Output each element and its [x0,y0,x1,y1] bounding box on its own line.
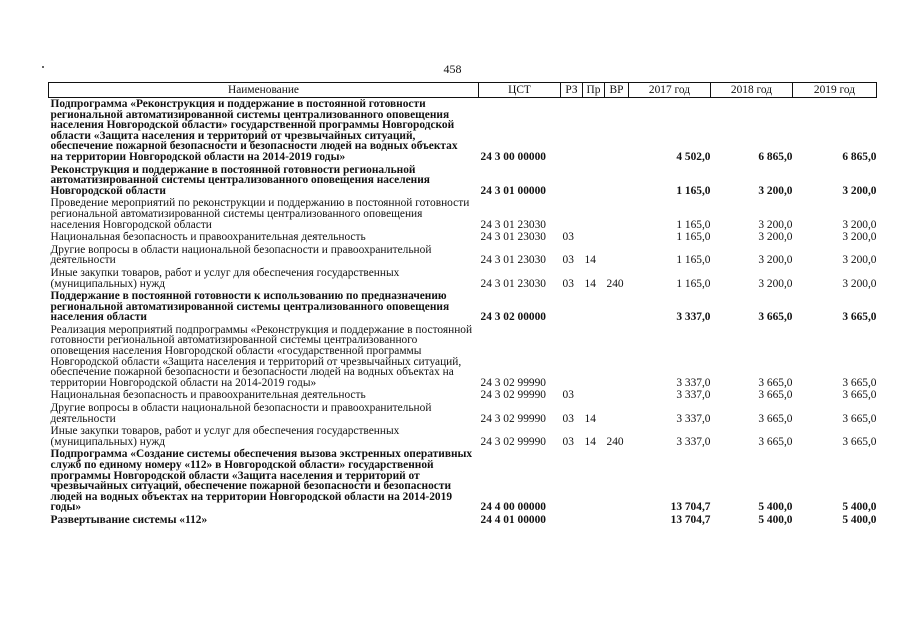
row-2018: 5 400,0 [758,513,793,526]
row-pr [583,448,605,514]
row-2019: 3 665,0 [842,389,877,402]
row-cst: 24 3 01 23030 [480,277,546,290]
row-name: Реализация мероприятий подпрограммы «Реконструкция и поддержание в постоянной готовности региональной автоматизированной системы централизованного оповещения населения Новгородской области «государственной программы Новгородской области «Защита населения и территорий от чрезвычайных ситуаций, обеспечение пожарной безопасности и безопасности людей на водных объектах на территории Новгородской области на 2014-2019 годы» [50,323,473,389]
row-vr [605,514,629,527]
row-2019: 6 865,0 [842,150,877,163]
row-pr [583,98,605,164]
row-2019: 3 200,0 [842,231,877,244]
table-row [49,514,877,527]
row-cst: 24 3 01 00000 [480,184,546,197]
row-cst: 24 4 00 00000 [480,501,546,514]
row-vr [605,164,629,198]
row-rz [561,514,583,527]
row-cst: 24 3 02 00000 [480,311,546,324]
row-2017: 3 337,0 [676,311,711,324]
row-2019: 3 665,0 [842,311,877,324]
header-2017: 2017 год [629,83,711,98]
row-name: Подпрограмма «Реконструкция и поддержание в постоянной готовности региональной автоматизированной системы централизованного оповещения населения Новгородской области» государственной программы Новгородской области «Защита населения и территорий от чрезвычайных ситуаций, обеспечение пожарной безопасности и безопасности людей на водных объектах на территории Новгородской области на 2014-2019 годы» [50,98,458,163]
row-pr [583,389,605,402]
row-vr [605,402,629,425]
row-pr [583,324,605,390]
row-vr [605,389,629,402]
row-name: Национальная безопасность и правоохранительная деятельность [50,231,366,244]
row-2018: 3 200,0 [758,218,793,231]
row-rz [561,448,583,514]
row-vr: 240 [606,277,624,290]
row-2017: 1 165,0 [676,277,711,290]
row-rz [561,324,583,390]
row-2019: 3 665,0 [842,412,877,425]
row-2018: 3 200,0 [758,277,793,290]
row-2019: 5 400,0 [842,501,877,514]
row-vr [605,324,629,390]
row-2017: 1 165,0 [676,231,711,244]
row-2018: 3 665,0 [758,412,793,425]
row-cst: 24 3 02 99990 [480,435,546,448]
table-row [49,389,877,402]
header-name: Наименование [49,83,479,98]
row-name: Национальная безопасность и правоохранительная деятельность [50,389,366,402]
header-vr: ВР [605,83,629,98]
row-name: Подпрограмма «Создание системы обеспечения вызова экстренных оперативных служб по единому номеру «112» в Новгородской области» государственной программы Новгородской области «Защита населения и территорий от чрезвычайных ситуаций, обеспечение пожарной безопасности и безопасности людей на водных объектах на территории Новгородской области на 2014-2019 годы» [50,448,473,514]
row-2017: 1 165,0 [676,254,711,267]
table-row [49,290,877,324]
row-rz [561,164,583,198]
row-rz: 03 [562,412,574,425]
row-name: Проведение мероприятий по реконструкции и поддержанию в постоянной готовности региональной автоматизированной системы централизованного оповещения населения Новгородской области [50,197,470,231]
row-2017: 3 337,0 [676,435,711,448]
table-row [49,164,877,198]
row-2017: 3 337,0 [676,412,711,425]
row-pr [583,290,605,324]
row-name: Другие вопросы в области национальной безопасности и правоохранительной деятельности [50,402,432,425]
page-number: 458 [443,62,462,76]
row-cst: 24 3 01 23030 [480,254,546,267]
row-pr: 14 [584,435,596,448]
row-2019: 3 200,0 [842,184,877,197]
row-2017: 3 337,0 [676,389,711,402]
row-vr [605,290,629,324]
row-2018: 6 865,0 [758,150,793,163]
row-pr [583,514,605,527]
row-2018: 3 665,0 [758,389,793,402]
header-2018: 2018 год [711,83,793,98]
row-2019: 3 200,0 [842,277,877,290]
header-rz: РЗ [561,83,583,98]
row-rz [561,98,583,164]
row-2019: 3 665,0 [842,435,877,448]
row-rz [561,197,583,231]
row-pr [583,231,605,244]
table-row [49,98,877,164]
row-name: Реконструкция и поддержание в постоянной готовности региональной автоматизированной системы централизованного оповещения населения Новгородской области [50,163,430,197]
row-vr: 240 [606,435,624,448]
row-name: Иные закупки товаров, работ и услуг для обеспечения государственных (муниципальных) нужд [50,425,400,448]
row-rz [561,290,583,324]
row-vr [605,197,629,231]
table-row [49,244,877,267]
row-2018: 3 665,0 [758,376,793,389]
table-row [49,324,877,390]
row-2019: 5 400,0 [842,513,877,526]
row-rz: 03 [562,389,574,402]
table-row [49,231,877,244]
row-2017: 3 337,0 [676,376,711,389]
row-2018: 3 665,0 [758,435,793,448]
row-vr [605,98,629,164]
table-header-row [49,83,877,98]
row-vr [605,244,629,267]
row-cst: 24 4 01 00000 [480,513,546,526]
row-pr: 14 [584,254,596,267]
row-cst: 24 3 01 23030 [480,218,546,231]
row-2018: 3 200,0 [758,231,793,244]
row-2017: 4 502,0 [676,150,711,163]
row-pr: 14 [584,412,596,425]
row-2017: 1 165,0 [676,184,711,197]
row-2019: 3 200,0 [842,254,877,267]
row-cst: 24 3 01 23030 [480,231,546,244]
row-name: Другие вопросы в области национальной безопасности и правоохранительной деятельности [50,243,432,267]
row-pr [583,164,605,198]
row-2018: 5 400,0 [758,501,793,514]
table-row [49,425,877,448]
row-cst: 24 3 00 00000 [480,150,546,163]
row-cst: 24 3 02 99990 [480,412,546,425]
header-2019: 2019 год [793,83,877,98]
row-rz: 03 [562,435,574,448]
budget-table [48,82,877,527]
row-name: Иные закупки товаров, работ и услуг для обеспечения государственных (муниципальных) нужд [50,266,400,290]
row-vr [605,231,629,244]
header-cst: ЦСТ [479,83,561,98]
row-2018: 3 665,0 [758,311,793,324]
row-pr [583,197,605,231]
row-pr: 14 [584,277,596,290]
row-rz: 03 [562,277,574,290]
table-row [49,267,877,290]
row-2017: 13 704,7 [670,501,711,514]
row-2019: 3 665,0 [842,376,877,389]
row-cst: 24 3 02 99990 [480,389,546,402]
table-row [49,448,877,514]
row-vr [605,448,629,514]
table-row [49,402,877,425]
row-name: Развертывание системы «112» [50,513,208,526]
row-2017: 13 704,7 [670,513,711,526]
row-rz: 03 [562,231,574,244]
row-cst: 24 3 02 99990 [480,376,546,389]
row-name: Поддержание в постоянной готовности к использованию по предназначению региональной автоматизированной системы централизованного оповещения населения области [50,290,450,324]
row-2019: 3 200,0 [842,218,877,231]
header-pr: Пр [583,83,605,98]
table-row [49,197,877,231]
row-rz: 03 [562,254,574,267]
row-2018: 3 200,0 [758,184,793,197]
row-2017: 1 165,0 [676,218,711,231]
row-2018: 3 200,0 [758,254,793,267]
